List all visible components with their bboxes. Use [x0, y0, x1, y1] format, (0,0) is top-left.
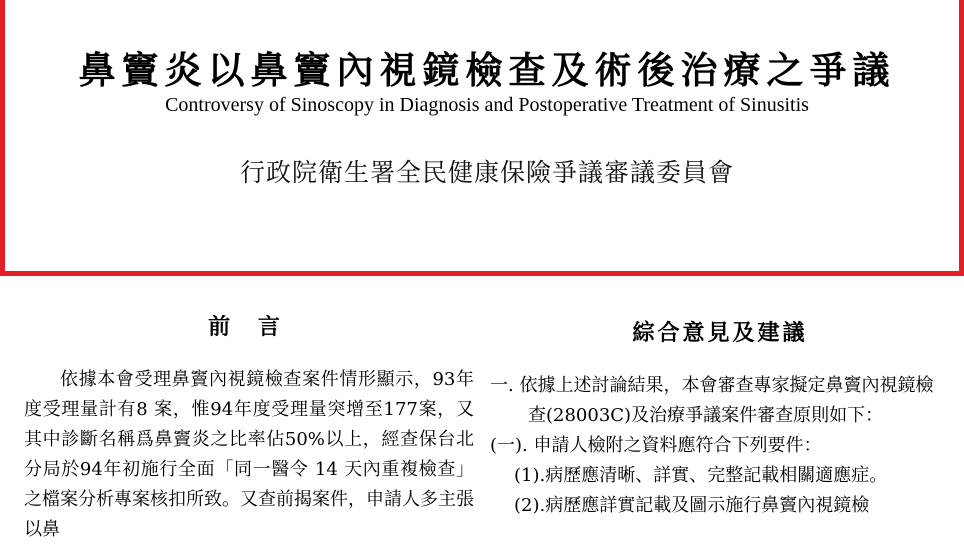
list-item: (1).病歷應清晰、詳實、完整記載相關適應症。 [514, 465, 888, 486]
organization-name: 行政院衛生署全民健康保險爭議審議委員會 [239, 158, 734, 187]
section-heading-preface: 前 言 [208, 314, 290, 340]
right-column [490, 316, 950, 521]
document-title-english: Controversy of Sinoscopy in Diagnosis and Postoperative Treatment of Sinusitis [165, 94, 809, 116]
list-item: (一). 申請人檢附之資料應符合下列要件： [490, 435, 822, 456]
list-item: 一. 依據上述討論結果，本會審查專家擬定鼻竇內視鏡檢查(28003C)及治療爭議案件審查原則如下： [490, 375, 934, 426]
preface-paragraph: 依據本會受理鼻竇內視鏡檢查案件情形顯示，93年度受理量計有8 案，惟94年度受理量突增至177案，又其中診斷名稱爲鼻竇炎之比率佔50%以上，經查保台北分局於94年初施行全面「同一醫令 14 天內重複檢查」之檔案分析專案核扣所致。又查前揭案件，申請人多主張以鼻 [24, 369, 474, 540]
document-title-chinese: 鼻竇炎以鼻竇內視鏡檢查及術後治療之爭議 [78, 48, 896, 92]
section-heading-recommendations: 綜合意見及建議 [632, 320, 808, 346]
list-item: (2).病歷應詳實記載及圖示施行鼻竇內視鏡檢 [514, 495, 870, 516]
left-column [24, 310, 474, 545]
